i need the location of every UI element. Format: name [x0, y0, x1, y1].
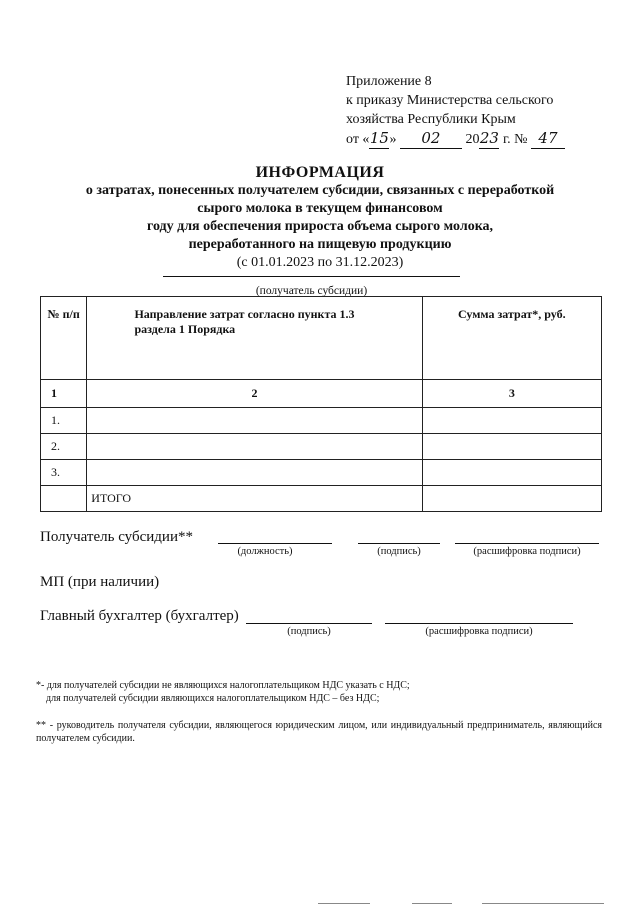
accountant-signature-caption: (подпись) — [287, 626, 331, 637]
table-row — [41, 460, 602, 486]
column-number-3: 3 — [422, 380, 601, 408]
row-number: 1. — [41, 408, 87, 434]
title-period: (с 01.01.2023 по 31.12.2023) — [236, 255, 404, 270]
row-number: 3. — [41, 460, 87, 486]
title-line-4: переработанного на пищевую продукцию — [188, 237, 452, 252]
appendix-line-3: хозяйства Республики Крым — [346, 112, 516, 127]
row-sum-cell[interactable] — [422, 460, 601, 486]
order-year: 23 — [479, 129, 499, 147]
title-line-2: сырого молока в текущем финансовом — [197, 201, 443, 216]
date-day-suffix: » — [389, 132, 397, 147]
total-number-cell — [41, 486, 87, 512]
total-label: ИТОГО — [87, 486, 422, 512]
order-number: 47 — [531, 129, 565, 149]
recipient-field[interactable] — [163, 276, 460, 277]
accountant-signature-field[interactable] — [246, 623, 372, 624]
title-line-1: о затратах, понесенных получателем субсидии, связанных с переработкой — [85, 183, 555, 198]
signature-field[interactable] — [358, 543, 440, 544]
header-sum: Сумма затрат*, руб. — [422, 297, 601, 380]
accountant-label: Главный бухгалтер (бухгалтер) — [40, 608, 239, 624]
year-tail: г. № — [499, 132, 528, 147]
page-edge-mark — [482, 903, 604, 904]
footnote-vat-line-1: *- для получателей субсидии не являющихся налогоплательщиком НДС указать с НДС; — [36, 680, 410, 691]
total-sum-cell[interactable] — [422, 486, 601, 512]
recipient-signature-label: Получатель субсидии** — [40, 529, 193, 545]
column-number-1: 1 — [41, 380, 87, 408]
costs-table — [40, 296, 602, 512]
column-numbers-row — [41, 380, 602, 408]
decoding-caption: (расшифровка подписи) — [473, 546, 581, 557]
table-header-row — [41, 297, 602, 380]
row-sum-cell[interactable] — [422, 434, 601, 460]
document-title — [0, 164, 640, 272]
date-prefix: от « — [346, 132, 370, 147]
year-prefix: 20 — [465, 132, 480, 147]
stamp-label: МП (при наличии) — [40, 574, 160, 590]
total-row — [41, 486, 602, 512]
appendix-line-2: к приказу Министерства сельского — [346, 93, 554, 108]
appendix-header — [346, 72, 565, 149]
row-direction-cell[interactable] — [87, 434, 422, 460]
title-line-3: году для обеспечения прироста объема сырого молока, — [146, 219, 494, 234]
footnote-vat — [36, 679, 606, 705]
signature-caption: (подпись) — [377, 546, 421, 557]
recipient-caption: (получатель субсидии) — [255, 285, 368, 297]
order-month: 02 — [400, 129, 462, 149]
column-number-2: 2 — [87, 380, 422, 408]
table-row — [41, 408, 602, 434]
page-edge-mark — [412, 903, 452, 904]
order-day: 15 — [369, 129, 389, 147]
order-date-line — [346, 129, 565, 149]
page-edge-mark — [318, 903, 370, 904]
decoding-field[interactable] — [455, 543, 599, 544]
header-number: № п/п — [41, 297, 87, 380]
title-heading: ИНФОРМАЦИЯ — [255, 164, 385, 181]
row-sum-cell[interactable] — [422, 408, 601, 434]
header-direction-text: Направление затрат согласно пункта 1.3 раздела 1 Порядка — [134, 307, 355, 336]
header-direction — [87, 297, 422, 380]
footnote-vat-line-2: для получателей субсидии являющихся налогоплательщиком НДС – без НДС; — [46, 693, 380, 704]
row-number: 2. — [41, 434, 87, 460]
accountant-decoding-caption: (расшифровка подписи) — [425, 626, 533, 637]
table-row — [41, 434, 602, 460]
row-direction-cell[interactable] — [87, 408, 422, 434]
position-caption: (должность) — [237, 546, 293, 557]
row-direction-cell[interactable] — [87, 460, 422, 486]
appendix-line-1: Приложение 8 — [346, 74, 432, 89]
position-field[interactable] — [218, 543, 332, 544]
footnote-recipient: ** - руководитель получателя субсидии, являющегося юридическим лицом, или индивидуальный предприниматель, являющийся получателем субсидии. — [36, 720, 602, 744]
accountant-decoding-field[interactable] — [385, 623, 573, 624]
